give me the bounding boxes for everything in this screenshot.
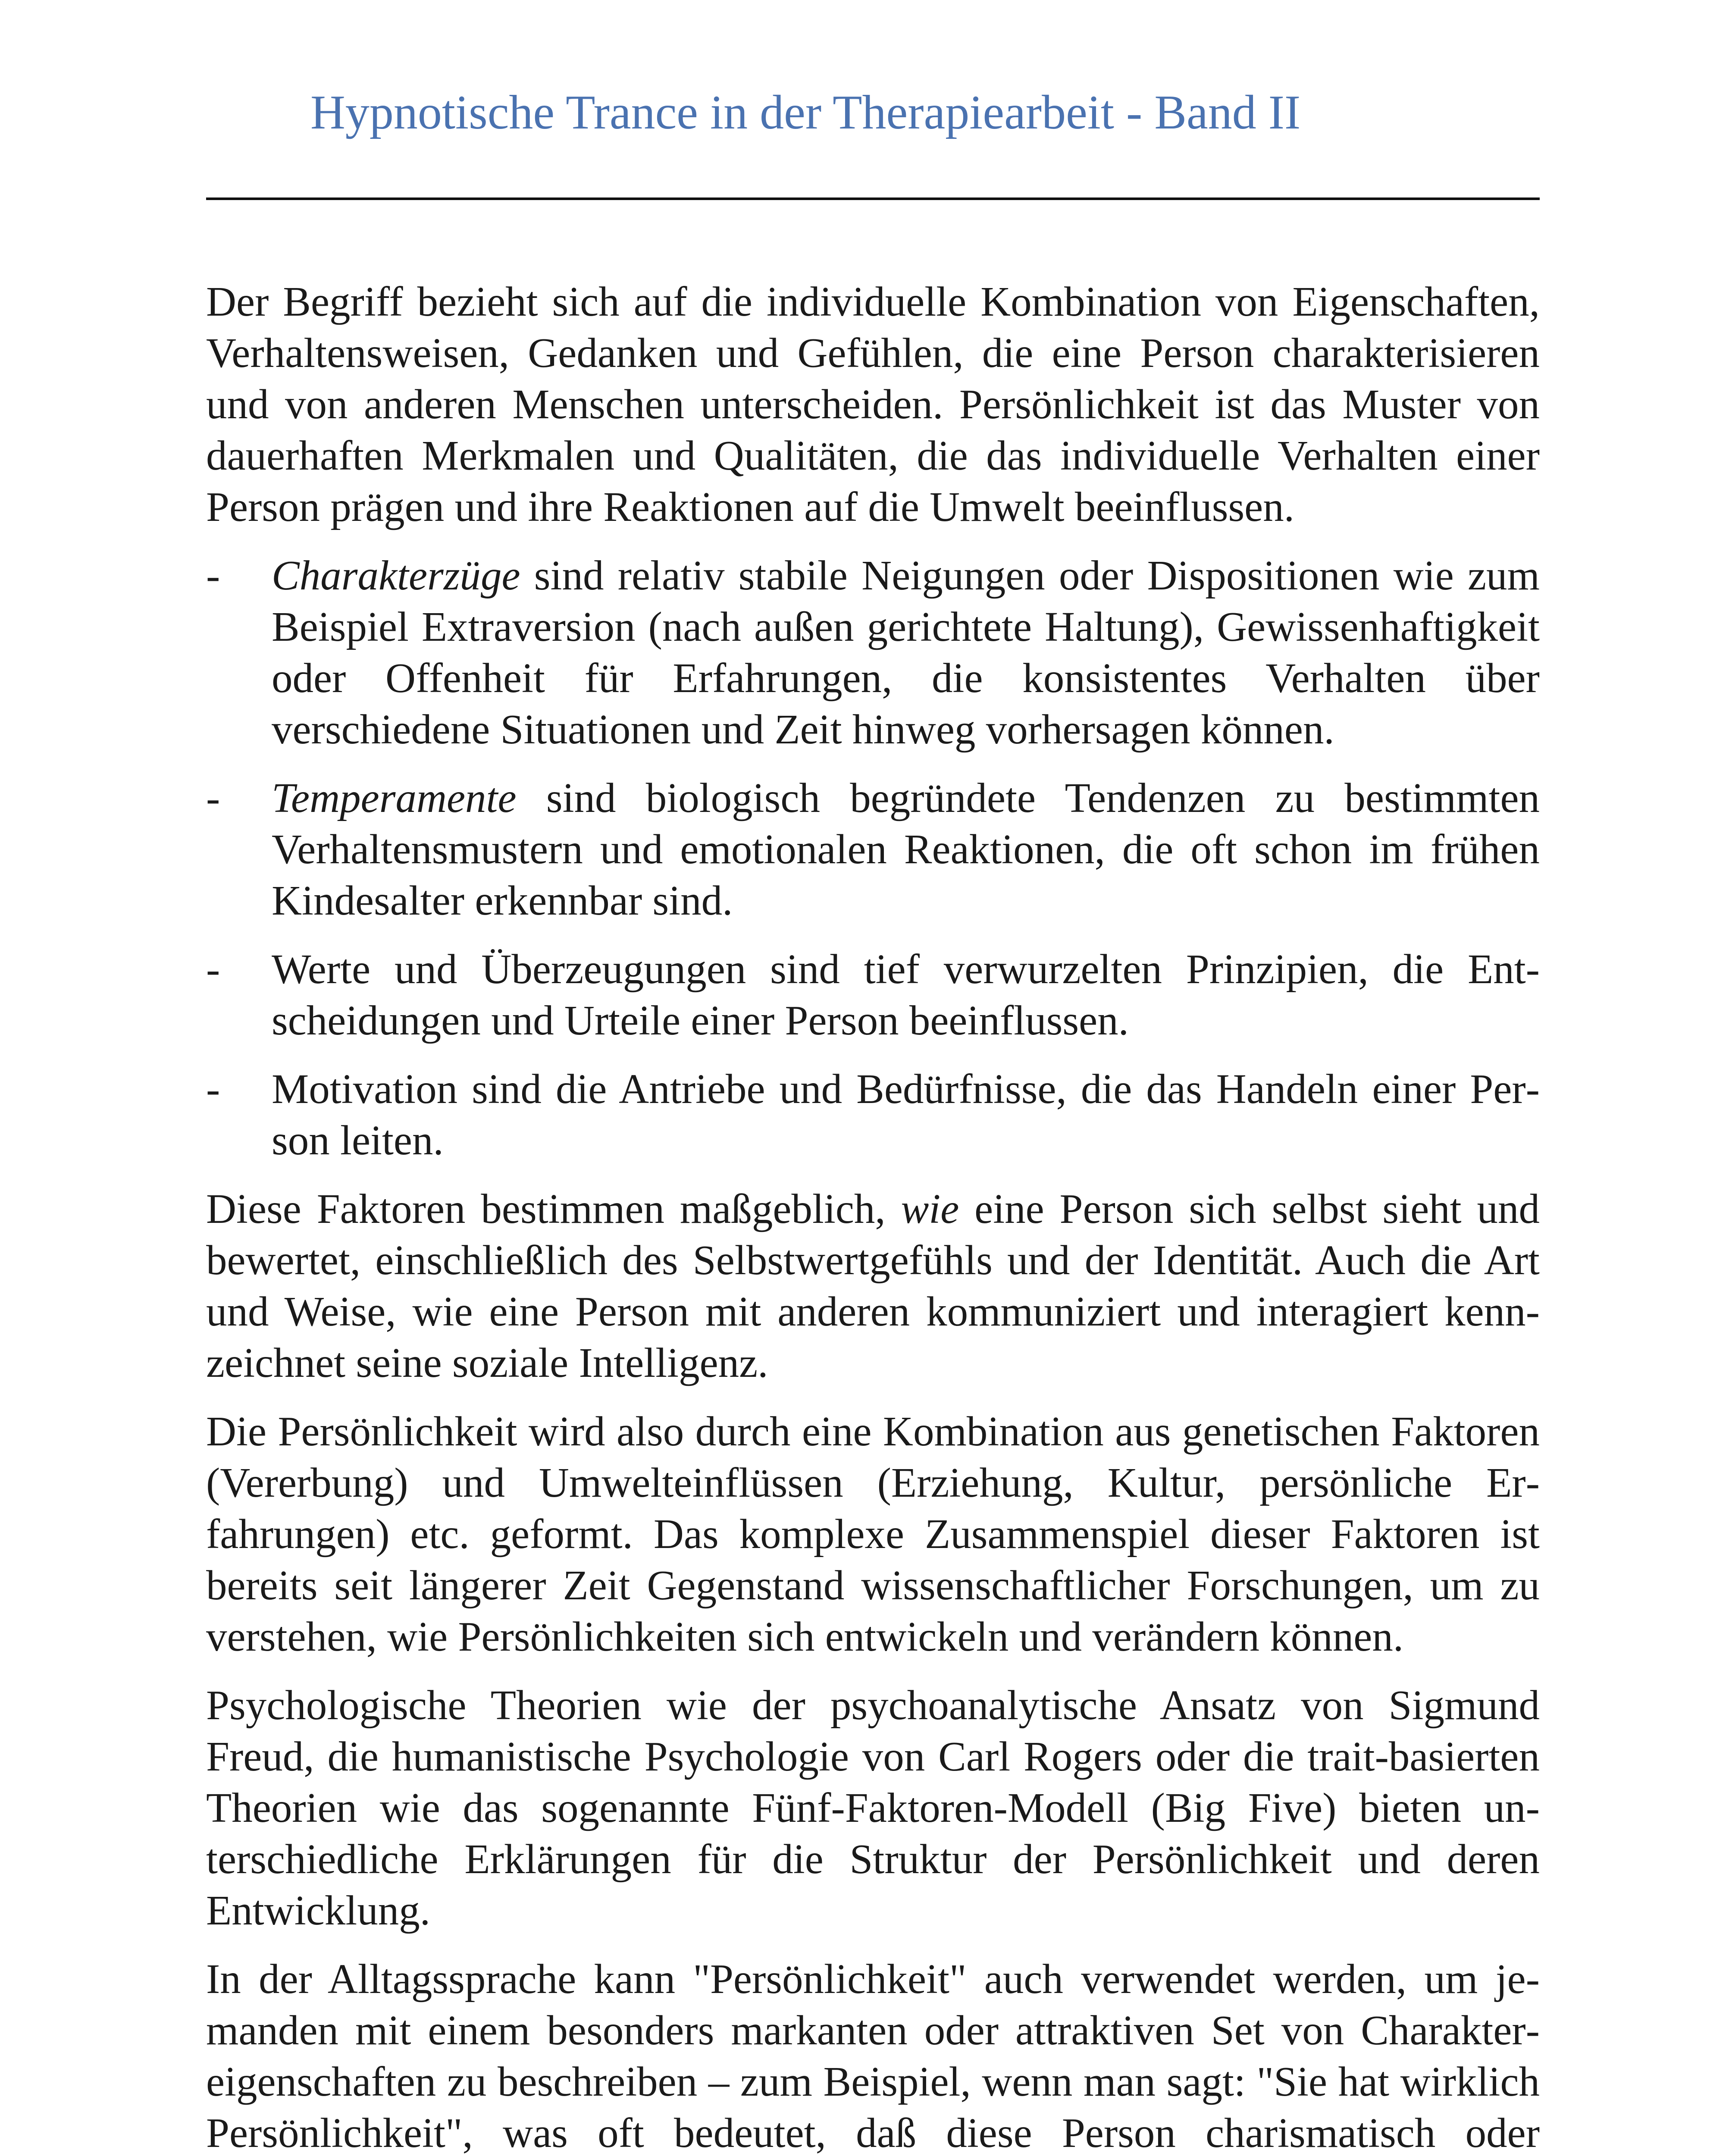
list-item-text: Werte und Überzeugungen sind tief verwurzelten Prinzipien, die Entscheidungen und Urteile einer Person beeinflussen. [272,946,1540,1044]
paragraph-definition: Der Begriff bezieht sich auf die individuelle Kombination von Eigenschaften, Verhaltensweisen, Gedanken und Gefühlen, die eine Person charakterisieren und von anderen Menschen unterscheiden. Persönlichkeit ist das Muster von dauerhaften Merkmalen und Qualitäten, die das individuelle Verhalten einer Person prägen und ihre Reaktionen auf die Umwelt beeinflussen. [206,279,1540,530]
list-bullet: - [206,946,220,992]
list-item-text: Motivation sind die Antriebe und Bedürfnisse, die das Handeln einer Person leiten. [272,1066,1540,1163]
paragraph-everyday-usage: In der Alltagssprache kann "Persönlichkeit" auch verwendet werden, um jemanden mit einem besonders markanten oder attraktiven Set von Charaktereigenschaften zu beschreiben – zum Beispiel, wenn man sagt: "Sie hat wirklich Persönlichkeit", was oft bedeutet, daß diese Person charismatisch oder [206,1956,1540,2156]
list-bullet: - [206,1066,220,1112]
list-bullet: - [206,552,220,599]
list-item-text: sind biologisch begründete Tendenzen zu bestimmten Verhaltensmustern und emotionalen Reaktionen, die oft schon im frühen Kindesalter erkennbar sind. [272,775,1540,924]
paragraph-text: eine Person sich selbst sieht und bewertet, einschließlich des Selbstwertgefühls und der Identität. Auch die Art und Weise, wie eine Person mit anderen kommuniziert und interagiert kennzeichnet seine soziale Intelligenz. [206,1186,1540,1386]
list-item-text: sind relativ stabile Neigungen oder Dispositionen wie zum Beispiel Extraversion (nach außen gerichtete Haltung), Gewissenhaftigkeit oder Offenheit für Erfahrungen, die konsistentes Verhalten über verschiedene Situationen und Zeit hinweg vorhersagen können. [272,552,1540,752]
list-bullet: - [206,775,220,821]
list-item-term: Charakterzüge [272,552,520,599]
page-body [206,276,1540,2156]
trait-list [206,550,1540,1166]
list-item [206,550,1540,755]
list-item-term: Temperamente [272,775,517,821]
running-header-title: Hypnotische Trance in der Therapiearbeit - Band II [310,86,1301,139]
list-item [206,943,1540,1046]
list-item [206,772,1540,926]
paragraph-text: Diese Faktoren bestimmen maßgeblich, [206,1186,901,1232]
header-divider [206,197,1540,200]
paragraph-emphasis: wie [901,1186,959,1232]
paragraph-factors [206,1183,1540,1388]
paragraph-formation: Die Persönlichkeit wird also durch eine Kombination aus genetischen Faktoren (Vererbung) und Umwelteinflüssen (Erziehung, Kultur, persönliche Erfahrungen) etc. geformt. Das komplexe Zusammenspiel dieser Faktoren ist bereits seit längerer Zeit Gegenstand wissenschaftlicher Forschungen, um zu verstehen, wie Persönlichkeiten sich entwickeln und verändern können. [206,1408,1540,1660]
list-item [206,1063,1540,1166]
paragraph-theories: Psychologische Theorien wie der psychoanalytische Ansatz von Sigmund Freud, die humanistische Psychologie von Carl Rogers oder die trait-basierten Theorien wie das sogenannte Fünf-Faktoren-Modell (Big Five) bieten unterschiedliche Erklärungen für die Struktur der Persönlichkeit und deren Entwicklung. [206,1682,1540,1934]
